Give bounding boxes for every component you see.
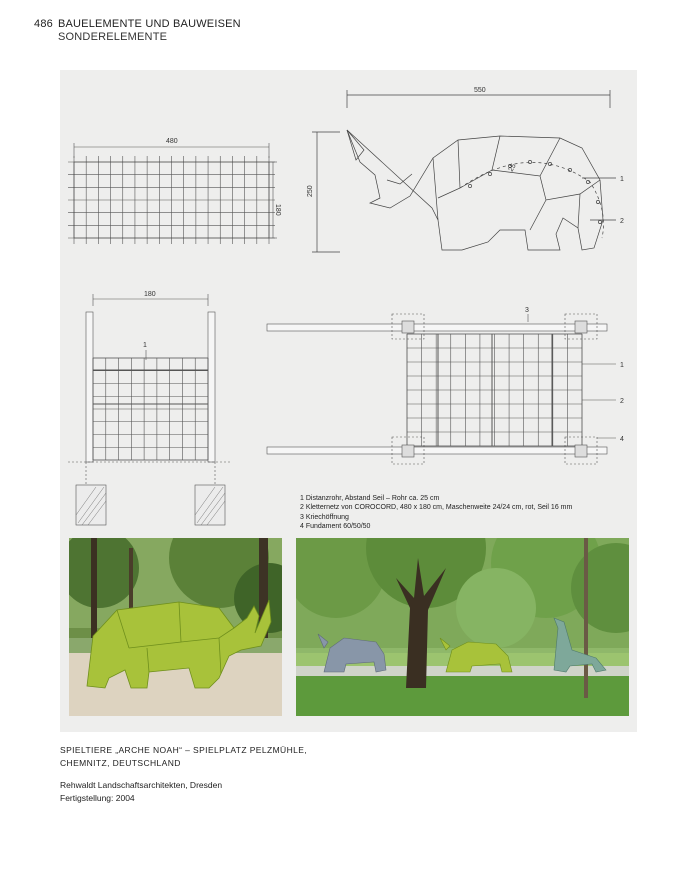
page-header	[34, 18, 241, 44]
net-side-section	[68, 291, 230, 525]
photo-rhino-closeup	[69, 538, 282, 716]
legend-item: 4 Fundament 60/50/50	[300, 523, 371, 531]
marker-plan-3: 3	[525, 307, 529, 314]
credit-completion: Fertigstellung: 2004	[60, 792, 135, 803]
rhino-elevation	[307, 87, 624, 252]
caption-line: SPIELTIERE „ARCHE NOAH“ – SPIELPLATZ PELZMÜHLE,	[60, 745, 308, 755]
subsection-title: SONDERELEMENTE	[58, 31, 168, 43]
dim-side-width: 180	[144, 291, 156, 298]
net-plan-view	[267, 307, 624, 464]
marker-2: 2	[620, 218, 624, 225]
figure-credit	[60, 779, 222, 804]
legend-item: 2 Kletternetz von COROCORD, 480 x 180 cm, Maschenweite 24/24 cm, rot, Seil 16 mm	[300, 504, 573, 512]
technical-drawing	[60, 70, 637, 540]
net-front-view	[68, 138, 281, 244]
credit-architect: Rehwaldt Landschaftsarchitekten, Dresden	[60, 780, 223, 790]
dim-rhino-width: 550	[474, 87, 486, 94]
figure-panel	[60, 70, 637, 732]
legend-item: 1 Distanzrohr, Abstand Seil – Rohr ca. 25 cm	[300, 495, 440, 502]
page-number: 486	[34, 18, 53, 30]
marker-plan-1: 1	[620, 362, 624, 369]
drawing-legend	[300, 494, 572, 532]
section-title: BAUELEMENTE UND BAUWEISEN	[57, 18, 241, 30]
caption-line: CHEMNITZ, DEUTSCHLAND	[60, 757, 181, 768]
marker-plan-4: 4	[620, 436, 624, 443]
dim-inner: 25	[507, 162, 518, 173]
figure-caption	[60, 744, 307, 769]
dim-rhino-height: 250	[307, 185, 314, 197]
dim-net-width: 480	[166, 138, 178, 145]
marker-side-1: 1	[143, 342, 147, 349]
legend-item: 3 Kriechöffnung	[300, 513, 349, 521]
photo-park-animals	[296, 538, 629, 716]
dim-net-height: 180	[274, 204, 281, 216]
marker-1: 1	[620, 176, 624, 183]
marker-plan-2: 2	[620, 398, 624, 405]
